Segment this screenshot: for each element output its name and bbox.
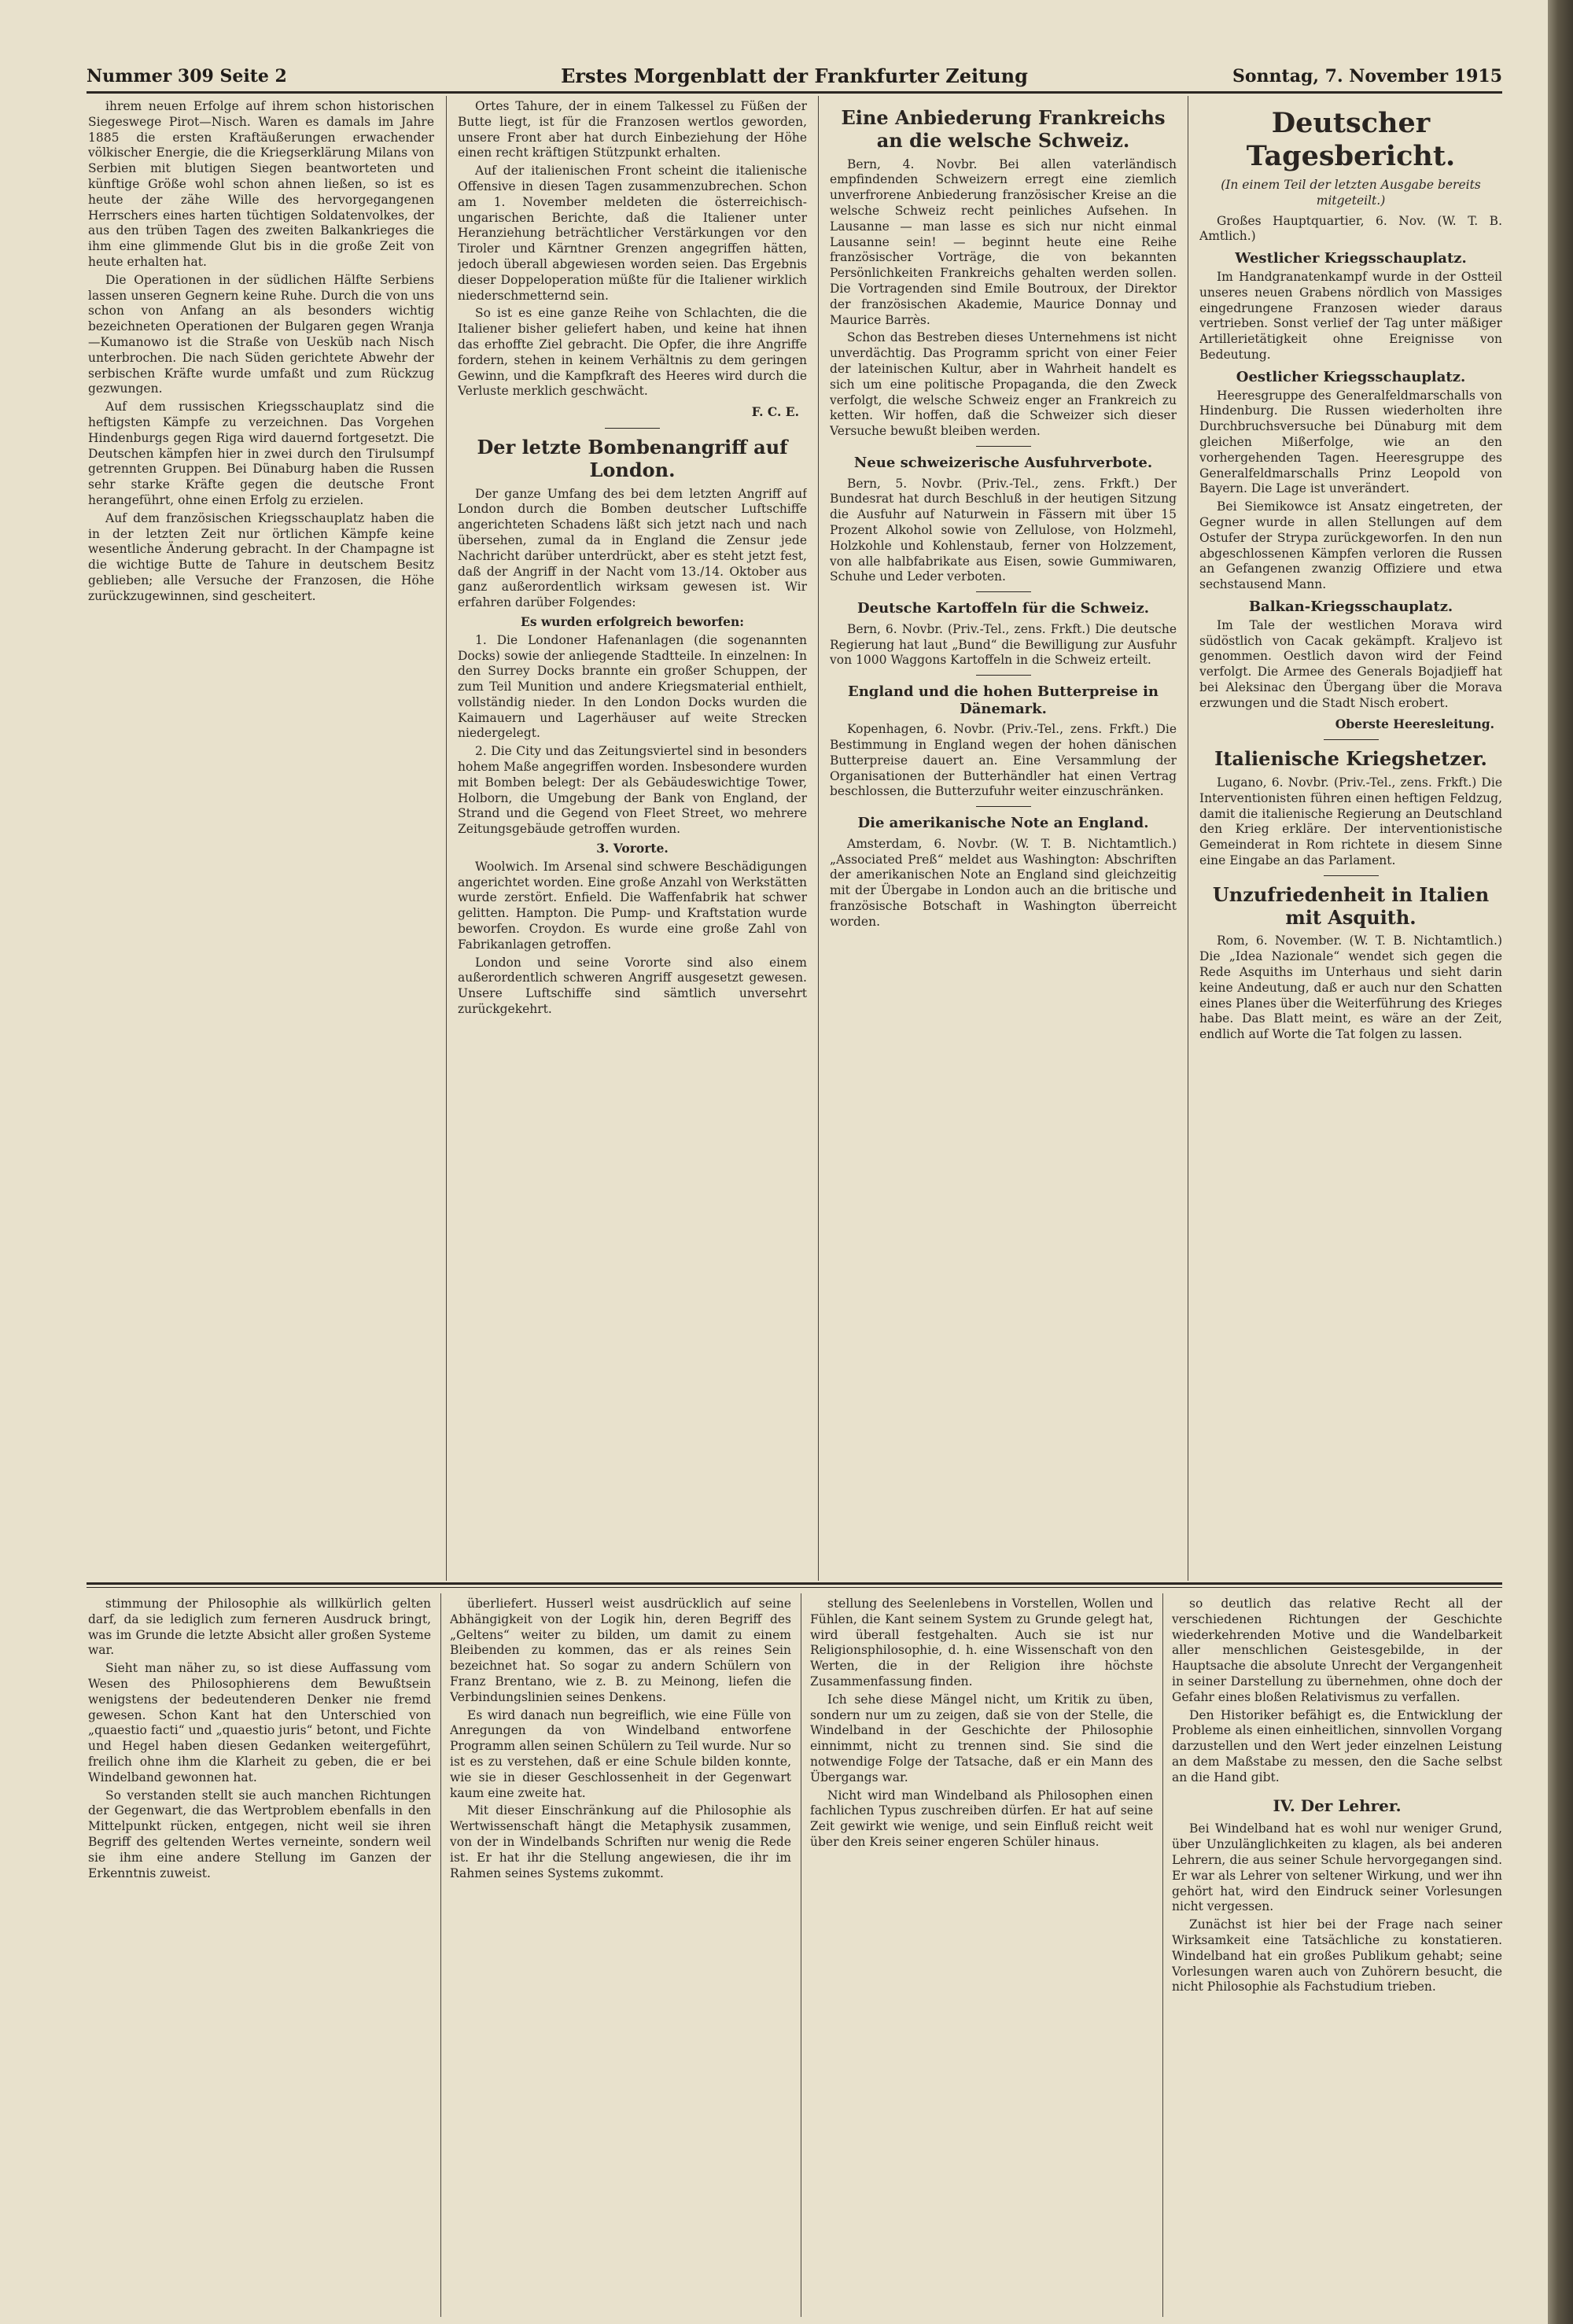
masthead bbox=[87, 63, 1502, 90]
article-paragraph: Woolwich. Im Arsenal sind schwere Beschädigungen angerichtet worden. Eine große Anzahl von Werkstätten wurde zerstört. Enfield. Die Waffenfabrik hat schwer gelitten. Hampton. Die Pump- und Kraftstation wurde beworfen. Croydon. Es wurde eine große Zahl von Fabrikanlagen getroffen. bbox=[458, 859, 807, 952]
feuilleton-rule-thin bbox=[87, 1587, 1502, 1588]
article-separator bbox=[976, 806, 1031, 807]
feuilleton-column-2 bbox=[450, 1597, 791, 2316]
article-separator bbox=[605, 428, 660, 429]
article-paragraph: Lugano, 6. Novbr. (Priv.-Tel., zens. Frkft.) Die Interventionisten führen einen heftigen Feldzug, damit die italienische Regierung an Deutschland den Krieg erkläre. Der interventionistische Gemeinderat in Rom richtete in diesem Sinne eine Eingabe an das Parlament. bbox=[1199, 775, 1502, 868]
feuilleton-paragraph: überliefert. Husserl weist ausdrücklich auf seine Abhängigkeit von der Logik hin, deren Begriff des „Geltens“ weiter zu bilden, um damit zu einem Bleibenden zu kommen, das er als reines Sein bezeichnet hat. So sogar zu andern Schülern von Franz Brentano, wie z. B. zu Meinong, liefen die Verbindungslinien seines Denkens. bbox=[450, 1597, 791, 1704]
article-separator bbox=[976, 446, 1031, 447]
article-paragraph: Auf der italienischen Front scheint die italienische Offensive in diesen Tagen zusammenzubrechen. Schon am 1. November meldeten die österreichisch-ungarischen Berichte, daß die Italiener unter Heranziehung beträchtlicher Verstärkungen vor den Tiroler und Kärntner Grenzen angegriffen hätten, jedoch überall abgewiesen worden seien. Das Ergebnis dieser Doppeloperation müßte für die Italiener wirklich niederschmetternd sein. bbox=[458, 164, 807, 303]
headline-kartoffeln: Deutsche Kartoffeln für die Schweiz. bbox=[857, 600, 1149, 617]
article-paragraph: London und seine Vororte sind also einem außerordentlich schweren Angriff ausgesetzt gewesen. Unsere Luftschiffe sind sämtlich unversehrt zurückgekehrt. bbox=[458, 955, 807, 1017]
feuilleton-paragraph: Sieht man näher zu, so ist diese Auffassung vom Wesen des Philosophierens dem Bewußtsein wenigstens der bedeutenderen Denker nie fremd gewesen. Schon Kant hat den Unterschied von „quaestio facti“ und „quaestio juris“ betont, und Fichte und Hegel haben diesen Gedanken weitergeführt, freilich ohne ihm die Klarheit zu geben, die er bei Windelband gewonnen hat. bbox=[88, 1661, 431, 1784]
subheading-oestlicher-kriegsschauplatz: Oestlicher Kriegsschauplatz. bbox=[1236, 368, 1466, 385]
article-paragraph: Im Tale der westlichen Morava wird südöstlich von Cacak gekämpft. Kraljevo ist genommen. Oestlich davon wird der Feind verfolgt. Die Armee des Generals Bojadjieff hat bei Aleksinac den Übergang über die Morava erzwungen und die Stadt Nisch erobert. bbox=[1199, 617, 1502, 710]
newspaper-title: Erstes Morgenblatt der Frankfurter Zeitung bbox=[561, 64, 1028, 87]
feuilleton-column-3 bbox=[810, 1597, 1153, 2316]
feuilleton-paragraph: Es wird danach nun begreiflich, wie eine Fülle von Anregungen da von Windelband entworfene Programm allen seinen Schülern zu Teil wurde. Nur so ist es zu verstehen, daß er eine Schule bilden konnte, wie sie in dieser Geschlossenheit in der Gegenwart kaum eine zweite hat. bbox=[450, 1707, 791, 1800]
page-binding bbox=[1548, 0, 1573, 2324]
subheading-westlicher-kriegsschauplatz: Westlicher Kriegsschauplatz. bbox=[1235, 250, 1467, 267]
feuilleton-paragraph: So verstanden stellt sie auch manchen Richtungen der Gegenwart, die das Wertproblem ebenfalls in den Mittelpunkt rücken, entgegen, nicht weil sie ihren Begriff des geltenden Wertes verneinte, sondern weil sie ihm eine andere Stellung im Ganzen der Erkenntnis zuweist. bbox=[88, 1788, 431, 1880]
article-paragraph: Kopenhagen, 6. Novbr. (Priv.-Tel., zens. Frkft.) Die Bestimmung in England wegen der hohen dänischen Butterpreise dauert an. Eine Versammlung der Organisationen der Butterhändler hat einen Vertrag beschlossen, die Butterzufuhr weiter einzuschränken. bbox=[830, 722, 1177, 799]
feuilleton-paragraph: Nicht wird man Windelband als Philosophen einen fachlichen Typus zuschreiben dürfen. Er hat auf seine Zeit gewirkt wie wenige, und sein Einfluß reicht weit über den Kreis seiner engeren Schüler hinaus. bbox=[810, 1788, 1153, 1849]
feuilleton-paragraph: Den Historiker befähigt es, die Entwicklung der Probleme als einen einheitlichen, sinnvollen Vorgang darzustellen und den Wert jeder einzelnen Leistung an dem Maßstabe zu messen, den die Sache selbst an die Hand gibt. bbox=[1172, 1707, 1502, 1784]
feuilleton-paragraph: Bei Windelband hat es wohl nur weniger Grund, über Unzulänglichkeiten zu klagen, als bei anderen Lehrern, die aus seiner Schule hervorgegangen sind. Er war als Lehrer von seltener Wirkung, und wer ihn gehört hat, wird den Eindruck seiner Vorlesungen nicht vergessen. bbox=[1172, 1821, 1502, 1914]
article-separator bbox=[1324, 875, 1379, 876]
article-paragraph: Der ganze Umfang des bei dem letzten Angriff auf London durch die Bomben deutscher Luftschiffe angerichteten Schadens läßt sich jetzt nach und nach übersehen, zumal da in England die Zensur jede Nachricht darüber unterdrückt, aber es steht jetzt fest, daß der Angriff in der Nacht vom 13./14. Oktober aus ganz außerordentlich wirksam gewesen ist. Wir erfahren darüber Folgendes: bbox=[458, 486, 807, 610]
column-1 bbox=[88, 99, 434, 1578]
feuilleton-paragraph: Zunächst ist hier bei der Frage nach seiner Wirksamkeit eine Tatsächliche zu konstatieren. Windelband hat ein großes Publikum gehabt; seine Vorlesungen waren auch von Zuhörern besucht, die nicht Philosophie als Fachstudium trieben. bbox=[1172, 1917, 1502, 1994]
feuilleton-paragraph: Ich sehe diese Mängel nicht, um Kritik zu üben, sondern nur um zu zeigen, daß sie von der Stelle, die Windelband in der Geschichte der Philosophie einnimmt, nicht zu trennen sind. Sie sind die notwendige Folge der Tatsache, daß er ein Mann des Übergangs war. bbox=[810, 1692, 1153, 1784]
feuilleton-paragraph: Mit dieser Einschränkung auf die Philosophie als Wertwissenschaft hängt die Metaphysik zusammen, von der in Windelbands Schriften nur wenig die Rede ist. Er hat ihr die Stellung angewiesen, die ihr im Rahmen seines Systems zukommt. bbox=[450, 1803, 791, 1880]
article-separator bbox=[976, 591, 1031, 592]
article-paragraph: Rom, 6. November. (W. T. B. Nichtamtlich.) Die „Idea Nazionale“ wendet sich gegen die Rede Asquiths im Unterhaus und sieht darin keine Andeutung, daß er auch nur den Schatten eines Planes über die Weiterführung des Krieges habe. Das Blatt meint, es wäre an der Zeit, endlich auf Worte die Tat folgen zu lassen. bbox=[1199, 934, 1502, 1042]
feuilleton-paragraph: so deutlich das relative Recht all der verschiedenen Richtungen der Geschichte wiederkehrenden Motive und die Wandelbarkeit aller menschlichen Geistesgebilde, in der Hauptsache die absolute Unrecht der Vergangenheit in seiner Darstellung zu übernehmen, ohne doch der Gefahr eines bloßen Relativismus zu verfallen. bbox=[1172, 1597, 1502, 1704]
headline-ausfuhrverbote: Neue schweizerische Ausfuhrverbote. bbox=[853, 454, 1153, 471]
feuilleton-paragraph: stimmung der Philosophie als willkürlich gelten darf, da sie lediglich zum ferneren Ausdruck bringt, was im Grunde die letzte Absicht aller großen Systeme war. bbox=[88, 1597, 431, 1658]
article-paragraph: Im Handgranatenkampf wurde in der Ostteil unseres neuen Grabens nördlich von Massiges eingedrungene Franzosen wieder daraus vertrieben. Sonst verlief der Tag unter mäßiger Artillerietätigkeit ohne Ereignisse von Bedeutung. bbox=[1199, 269, 1502, 362]
headline-note: (In einem Teil der letzten Ausgabe bereits mitgeteilt.) bbox=[1221, 178, 1481, 208]
column-2 bbox=[458, 99, 807, 1578]
subheading: Es wurden erfolgreich beworfen: bbox=[521, 613, 744, 629]
feuilleton-rule bbox=[87, 1582, 1502, 1585]
headline-bombenangriff: Der letzte Bombenangriff auf London. bbox=[477, 435, 788, 481]
article-paragraph: Ortes Tahure, der in einem Talkessel zu Füßen der Butte liegt, ist für die Franzosen wertlos geworden, unsere Front aber hat durch Einbeziehung der Höhe einen recht kräftigen Stützpunkt erhalten. bbox=[458, 99, 807, 160]
column-divider bbox=[818, 96, 819, 1581]
headline-anbiederung: Eine Anbiederung Frankreichs an die welsche Schweiz. bbox=[841, 106, 1166, 152]
article-paragraph: 1. Die Londoner Hafenanlagen (die sogenannten Docks) sowie der anliegende Stadtteile. In einzelnen: In den Surrey Docks brannte ein großer Schuppen, der zum Teil Munition und andere Kriegsmaterial enthielt, vollständig nieder. In den London Docks wurden die Kaimauern und Lagerhäuser auf weite Strecken niedergelegt. bbox=[458, 632, 807, 741]
article-paragraph: Auf dem russischen Kriegsschauplatz sind die heftigsten Kämpfe zu verzeichnen. Das Vorgehen Hindenburgs gegen Riga wird dauernd fortgesetzt. Die Deutschen kämpfen hier in zwei durch den Tirulsumpf getrennten Gruppen. Bei Dünaburg haben die Russen sehr starke Kräfte gegen die deutsche Front herangeführt, ohne einen Erfolg zu erzielen. bbox=[88, 400, 434, 507]
article-paragraph: 2. Die City und das Zeitungsviertel sind in besonders hohem Maße angegriffen worden. Insbesondere wurden mit Bomben belegt: Der als Gebäudeswichtige Tower, Holborn, die Umgebung der Bank von England, der Strand und die Gegend von Fleet Street, wo mehrere Zeitungsgebäude getroffen wurden. bbox=[458, 744, 807, 837]
column-4 bbox=[1199, 99, 1502, 1578]
article-paragraph: So ist es eine ganze Reihe von Schlachten, die die Italiener bisher geliefert haben, und keine hat ihnen das erhoffte Ziel gebracht. Die Opfer, die ihre Angriffe fordern, stehen in keinem Verhältnis zu dem geringen Gewinn, und die Kampfkraft des Heeres wird durch die Verluste merklich geschwächt. bbox=[458, 306, 807, 399]
column-divider bbox=[446, 96, 447, 1581]
feuilleton-column-4 bbox=[1172, 1597, 1502, 2316]
feuilleton-column-1 bbox=[88, 1597, 431, 2316]
article-paragraph: Die Operationen in der südlichen Hälfte Serbiens lassen unseren Gegnern keine Ruhe. Durch die von uns schon von Anfang an als besonders wichtig bezeichneten Operationen der Bulgaren gegen Wranja—Kumanowo ist die Straße von Uesküb nach Nisch unterbrochen. Die nach Süden gerichtete Abwehr der serbischen Kräfte wurde umfaßt und zum Rückzug gezwungen. bbox=[88, 272, 434, 396]
subheading-balkan-kriegsschauplatz: Balkan-Kriegsschauplatz. bbox=[1248, 598, 1453, 615]
headline-amerikanische-note: Die amerikanische Note an England. bbox=[857, 815, 1149, 832]
headline-butterpreise: England und die hohen Butterpreise in Dänemark. bbox=[848, 683, 1159, 717]
feuilleton-paragraph: stellung des Seelenlebens in Vorstellen, Wollen und Fühlen, die Kant seinem System zu Grunde gelegt hat, wird überall festgehalten. Auch sie ist nur Religionsphilosophie, d. h. eine Wissenschaft von den Werten, die in der Religion ihre höchste Zusammenfassung finden. bbox=[810, 1597, 1153, 1689]
article-paragraph: Bern, 5. Novbr. (Priv.-Tel., zens. Frkft.) Der Bundesrat hat durch Beschluß in der heutigen Sitzung die Ausfuhr auf Naturwein in Fässern mit über 15 Prozent Alkohol sowie von Zellulose, von Holzmehl, Holzkohle und Kohlenstaub, ferner von Holzzement, von alle halbfabrikate aus Eisen, sowie Gummiwaren, Schuhe und Leder verboten. bbox=[830, 476, 1177, 584]
article-paragraph: Großes Hauptquartier, 6. Nov. (W. T. B. Amtlich.) bbox=[1199, 213, 1502, 244]
subheading: 3. Vororte. bbox=[596, 841, 669, 856]
column-divider bbox=[440, 1593, 441, 2317]
article-paragraph: Schon das Bestreben dieses Unternehmens ist nicht unverdächtig. Das Programm spricht von einer Feier der lateinischen Kultur, aber in Wahrheit handelt es sich um eine politische Propaganda, die den Zweck verfolgt, die welsche Schweiz enger an Frankreich zu ketten. Wir hoffen, daß die Schweizer sich dieser Versuche bewußt bleiben werden. bbox=[830, 330, 1177, 439]
author-signature: F. C. E. bbox=[751, 404, 799, 420]
headline-tagesbericht: Deutscher Tagesbericht. bbox=[1246, 107, 1456, 172]
article-paragraph: Heeresgruppe des Generalfeldmarschalls von Hindenburg. Die Russen wiederholten ihre Durchbruchsversuche bei Dünaburg mit dem gleichen Mißerfolge, wie an den vorhergehenden Tagen. Heeresgruppe des Generalfeldmarschalls Prinz Leopold von Bayern. Die Lage ist unverändert. bbox=[1199, 388, 1502, 496]
section-title-der-lehrer: IV. Der Lehrer. bbox=[1273, 1795, 1402, 1815]
article-separator bbox=[1324, 739, 1379, 740]
headline-unzufriedenheit: Unzufriedenheit in Italien mit Asquith. bbox=[1212, 882, 1490, 929]
article-separator bbox=[976, 675, 1031, 676]
article-paragraph: Amsterdam, 6. Novbr. (W. T. B. Nichtamtlich.) „Associated Preß“ meldet aus Washington: Abschriften der amerikanischen Note an England sind gleichzeitig mit der Übergabe in London auch an die britische und französische Botschaft in Washington überreicht worden. bbox=[830, 836, 1177, 929]
issue-number: Nummer 309 Seite 2 bbox=[87, 66, 287, 87]
article-paragraph: ihrem neuen Erfolge auf ihrem schon historischen Siegeswege Pirot—Nisch. Waren es damals im Jahre 1885 die ersten Kraftäußerungen erwachender völkischer Energie, die die Kriegserklärung Milans von Serbien mit blutigen Siegen beantworteten und künftige Größe wohl schon ahnen ließen, so ist es heute der zähe Wille des hervorgegangenen Herrschers eines harten tüchtigen Soldatenvolkes, der aus den trüben Tagen des zweiten Balkankrieges die ihm eine glimmende Glut bis in die große Zeit von heute erhalten hat. bbox=[88, 99, 434, 269]
signature-oberste-heeresleitung: Oberste Heeresleitung. bbox=[1335, 716, 1494, 731]
issue-date: Sonntag, 7. November 1915 bbox=[1232, 66, 1502, 87]
column-divider bbox=[1162, 1593, 1163, 2317]
article-paragraph: Bern, 6. Novbr. (Priv.-Tel., zens. Frkft.) Die deutsche Regierung hat laut „Bund“ die Bewilligung zur Ausfuhr von 1000 Waggons Kartoffeln in die Schweiz erteilt. bbox=[830, 621, 1177, 668]
article-paragraph: Auf dem französischen Kriegsschauplatz haben die in der letzten Zeit nur örtlichen Kämpfe keine wesentliche Änderung gebracht. In der Champagne ist die wichtige Butte de Tahure in deutschem Besitz geblieben; alle Versuche der Franzosen, die Höhe zurückzugewinnen, sind gescheitert. bbox=[88, 510, 434, 603]
column-3 bbox=[830, 99, 1177, 1578]
article-paragraph: Bern, 4. Novbr. Bei allen vaterländisch empfindenden Schweizern erregt eine ziemlich unverfrorene Anbiederung französischer Kreise an die welsche Schweiz recht peinliches Aufsehen. In Lausanne — man lasse es sich nur nicht einmal Lausanne sein! — beginnt heute eine Reihe französischer Vorträge, die von bekannten Persönlichkeiten Frankreichs gehalten werden sollen. Die Vortragenden sind Emile Boutroux, der Direktor der französischen Akademie, Maurice Donnay und Maurice Barrès. bbox=[830, 157, 1177, 327]
masthead-rule bbox=[87, 91, 1502, 94]
article-paragraph: Bei Siemikowce ist Ansatz eingetreten, der Gegner wurde in allen Stellungen auf dem Ostufer der Strypa zurückgeworfen. In den nun abgeschlossenen Kämpfen verloren die Russen an Gefangenen zwanzig Offiziere und etwa sechstausend Mann. bbox=[1199, 499, 1502, 592]
headline-kriegshetzer: Italienische Kriegshetzer. bbox=[1214, 747, 1487, 771]
